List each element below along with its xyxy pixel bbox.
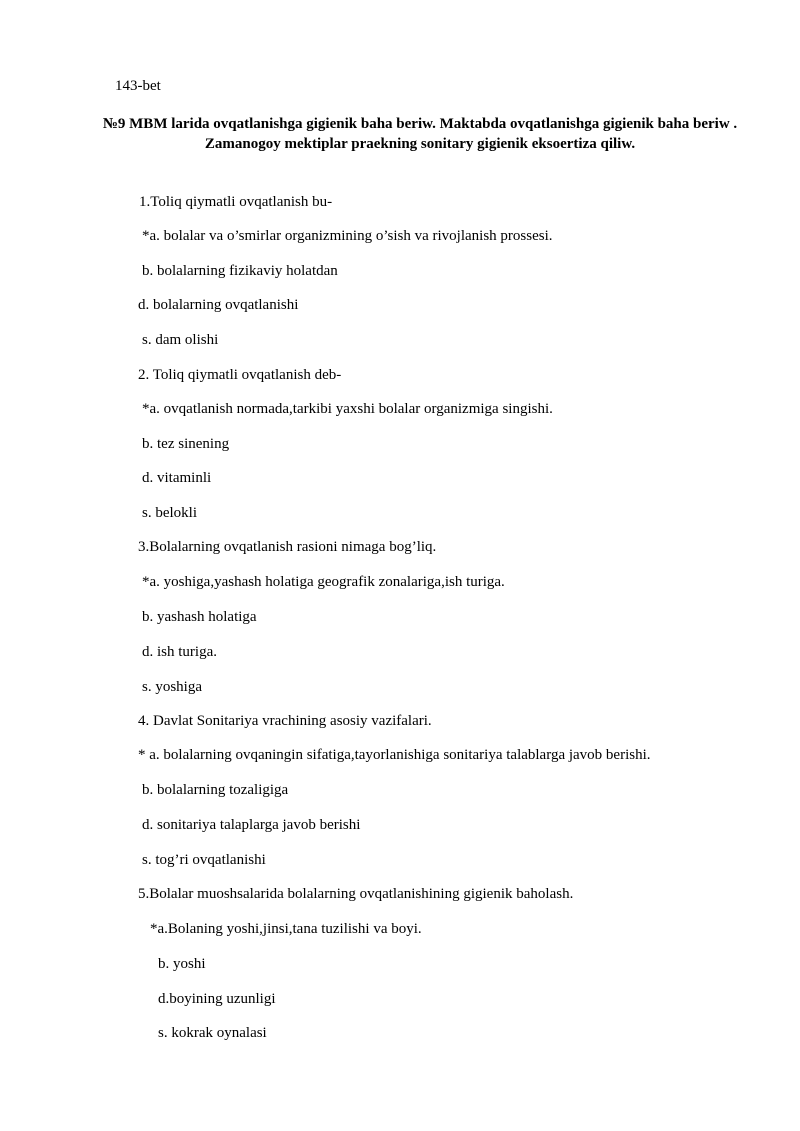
q2-question: 2. Toliq qiymatli ovqatlanish deb-	[138, 367, 342, 383]
q1-option-s: s. dam olishi	[142, 332, 219, 348]
q5-question: 5.Bolalar muoshsalarida bolalarning ovqatlanishining gigienik baholash.	[138, 886, 574, 902]
q4-option-s: s. tog’ri ovqatlanishi	[142, 852, 266, 868]
q2-option-d: d. vitaminli	[142, 470, 212, 486]
q2-option-b: b. tez sinening	[142, 436, 230, 452]
q1-question: 1.Toliq qiymatli ovqatlanish bu-	[139, 194, 333, 210]
q3-option-a: *a. yoshiga,yashash holatiga geografik zonalariga,ish turiga.	[142, 574, 505, 590]
q1-option-d: d. bolalarning ovqatlanishi	[138, 297, 299, 313]
q4-question: 4. Davlat Sonitariya vrachining asosiy vazifalari.	[138, 713, 432, 729]
q3-option-b: b. yashash holatiga	[142, 609, 257, 625]
q5-option-d: d.boyining uzunligi	[158, 991, 276, 1007]
q2-option-s: s. belokli	[142, 505, 197, 521]
q3-option-s: s. yoshiga	[142, 679, 202, 695]
q5-option-a: *a.Bolaning yoshi,jinsi,tana tuzilishi va boyi.	[150, 921, 422, 937]
page-number: 143-bet	[115, 78, 161, 94]
q5-option-s: s. kokrak oynalasi	[158, 1025, 267, 1041]
q4-option-a: * a. bolalarning ovqaningin sifatiga,tayorlanishiga sonitariya talablarga javob berishi.	[138, 747, 651, 763]
q5-option-b: b. yoshi	[158, 956, 206, 972]
q3-option-d: d. ish turiga.	[142, 644, 217, 660]
q2-option-a: *a. ovqatlanish normada,tarkibi yaxshi bolalar organizmiga singishi.	[142, 401, 553, 417]
q3-question: 3.Bolalarning ovqatlanish rasioni nimaga bog’liq.	[138, 539, 437, 555]
q1-option-b: b. bolalarning fizikaviy holatdan	[142, 263, 338, 279]
q4-option-d: d. sonitariya talaplarga javob berishi	[142, 817, 361, 833]
document-title: №9 MBM larida ovqatlanishga gigienik baha beriw. Maktabda ovqatlanishga gigienik baha beriw . Zamanogoy mektiplar praekning sonitary gigienik eksoertiza qiliw.	[102, 116, 738, 152]
q1-option-a: *a. bolalar va o’smirlar organizmining o’sish va rivojlanish prossesi.	[142, 228, 553, 244]
q4-option-b: b. bolalarning tozaligiga	[142, 782, 289, 798]
